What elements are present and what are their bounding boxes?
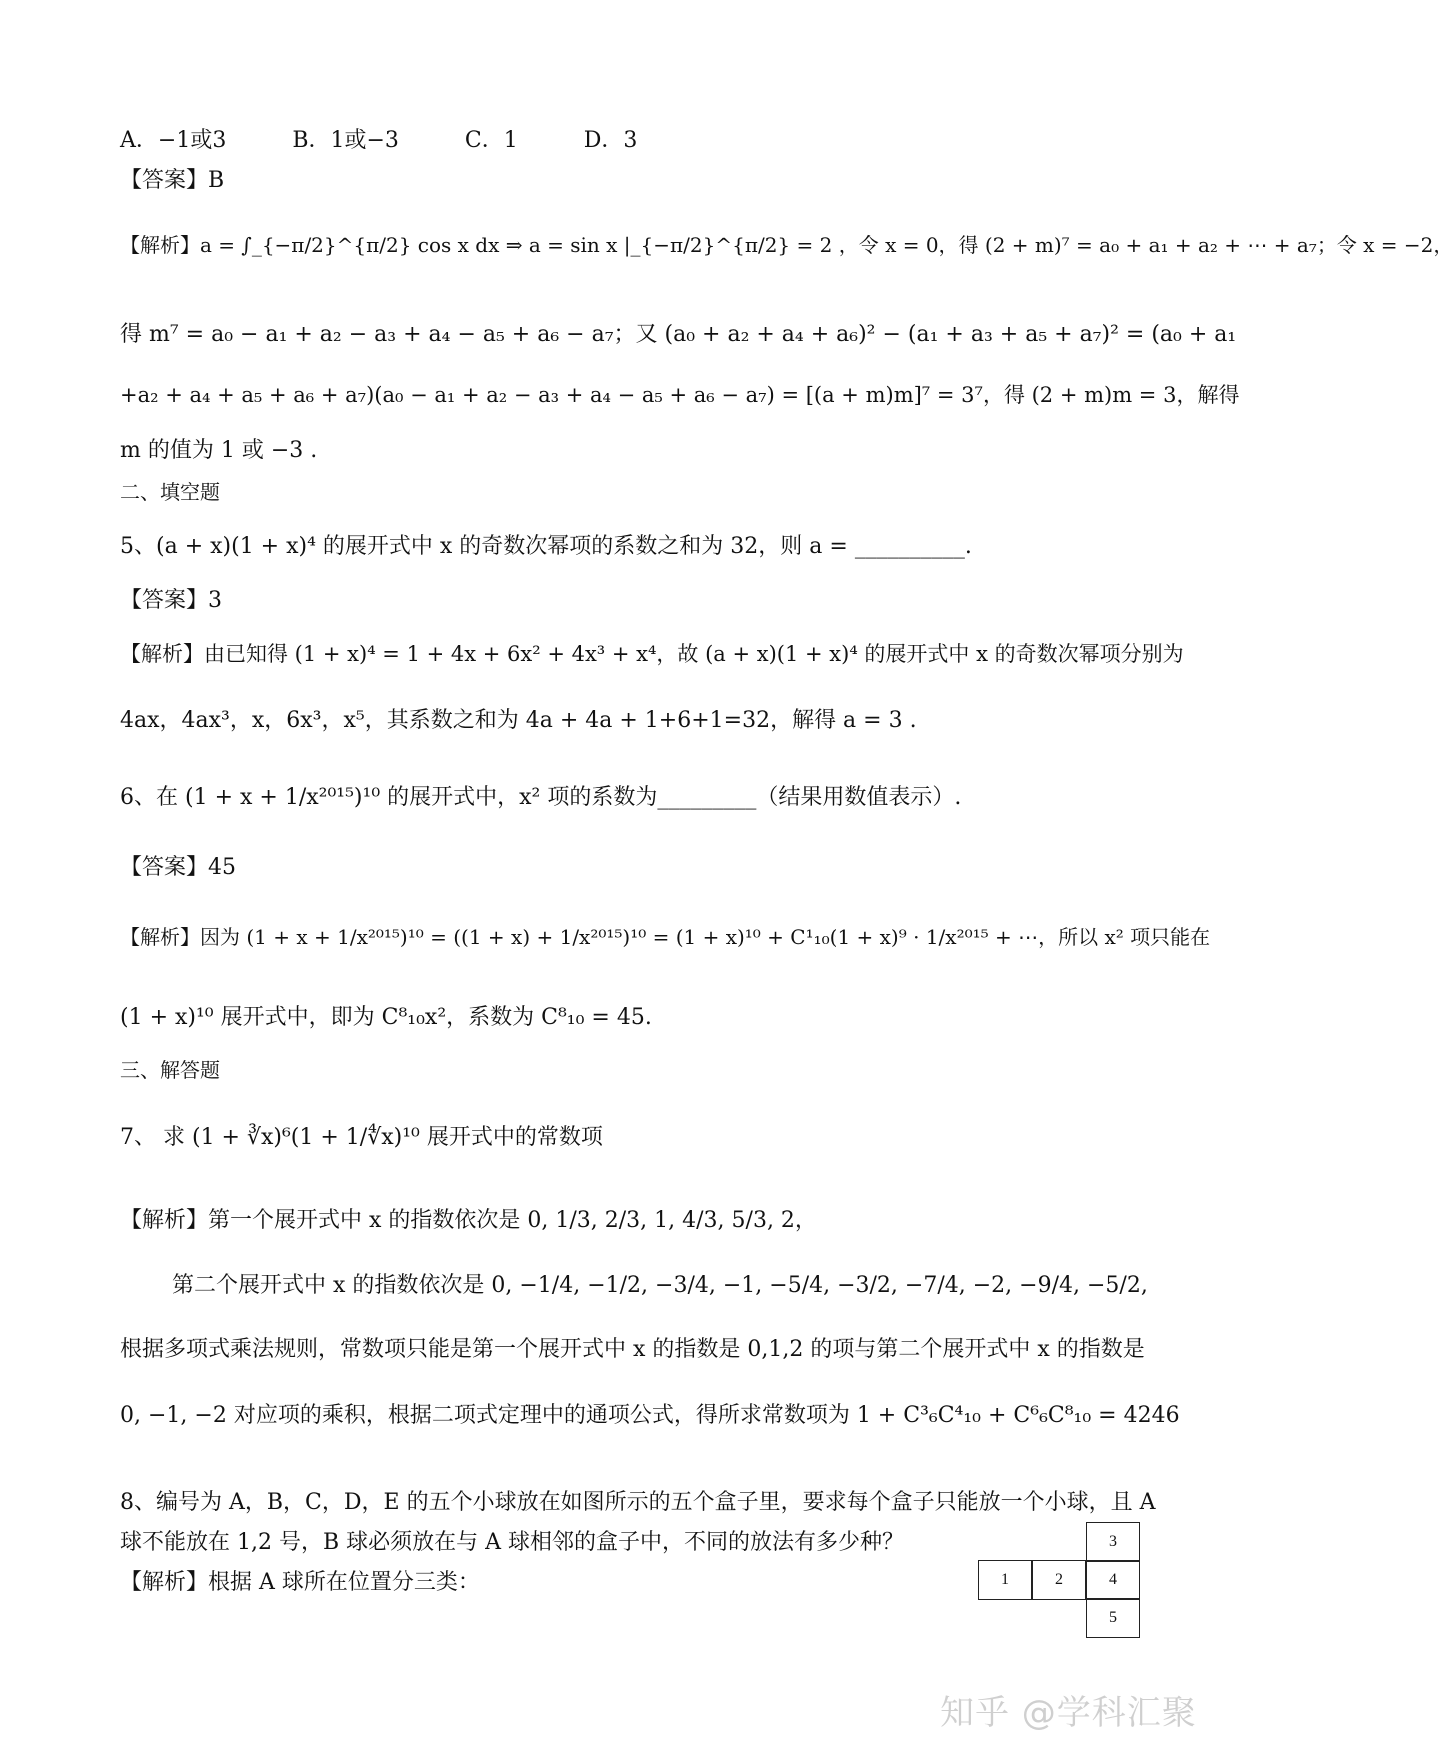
section-fill-blank: 二、填空题 <box>120 480 220 504</box>
box-4: 4 <box>1086 1560 1140 1600</box>
box-2: 2 <box>1032 1560 1086 1600</box>
q8-question-line-2: 球不能放在 1,2 号，B 球必须放在与 A 球相邻的盒子中，不同的放法有多少种？ <box>120 1530 905 1555</box>
q4-solution-line-1: 【解析】a = ∫_{−π/2}^{π/2} cos x dx ⇒ a = sin x |_{−π/2}^{π/2} = 2 ，令 x = 0，得 (2 + m)⁷ = a₀ + a₁ + a₂ + ⋯ + a₇；令 x = −2， <box>120 233 1453 257</box>
q6-solution-line-2: (1 + x)¹⁰ 展开式中，即为 C⁸₁₀x²，系数为 C⁸₁₀ = 45. <box>120 1005 652 1030</box>
q6-answer: 【答案】45 <box>120 855 236 880</box>
q7-solution-line-2: 第二个展开式中 x 的指数依次是 0, −1/4, −1/2, −3/4, −1, −5/4, −3/2, −7/4, −2, −9/4, −5/2, <box>172 1273 1148 1298</box>
box-3: 3 <box>1086 1522 1140 1562</box>
q8-solution-line-1: 【解析】根据 A 球所在位置分三类： <box>120 1570 480 1595</box>
q7-solution-line-3: 根据多项式乘法规则，常数项只能是第一个展开式中 x 的指数是 0,1,2 的项与第二个展开式中 x 的指数是 <box>120 1337 1145 1362</box>
q7-solution-line-1: 【解析】第一个展开式中 x 的指数依次是 0, 1/3, 2/3, 1, 4/3, 5/3, 2， <box>120 1208 817 1233</box>
q7-question: 7、 求 (1 + ∛x)⁶(1 + 1/∜x)¹⁰ 展开式中的常数项 <box>120 1125 603 1150</box>
q4-options: A．−1或3 B．1或−3 C．1 D．3 <box>120 128 638 153</box>
q6-solution-line-1: 【解析】因为 (1 + x + 1/x²⁰¹⁵)¹⁰ = ((1 + x) + 1/x²⁰¹⁵)¹⁰ = (1 + x)¹⁰ + C¹₁₀(1 + x)⁹ · 1/x²⁰¹⁵ + ⋯，所以 x² 项只能在 <box>120 925 1211 949</box>
q8-question-line-1: 8、编号为 A，B，C，D，E 的五个小球放在如图所示的五个盒子里，要求每个盒子只能放一个小球，且 A <box>120 1490 1156 1515</box>
section-solve: 三、解答题 <box>120 1058 220 1082</box>
q6-question: 6、在 (1 + x + 1/x²⁰¹⁵)¹⁰ 的展开式中，x² 项的系数为_________（结果用数值表示）. <box>120 785 962 810</box>
q5-answer: 【答案】3 <box>120 588 222 613</box>
q7-solution-line-4: 0, −1, −2 对应项的乘积，根据二项式定理中的通项公式，得所求常数项为 1 + C³₆C⁴₁₀ + C⁶₆C⁸₁₀ = 4246 <box>120 1403 1180 1428</box>
box-5: 5 <box>1086 1598 1140 1638</box>
q5-question: 5、(a + x)(1 + x)⁴ 的展开式中 x 的奇数次幂项的系数之和为 32，则 a = __________. <box>120 534 972 559</box>
box-1: 1 <box>978 1560 1032 1600</box>
watermark: 知乎 @学科汇聚 <box>940 1693 1197 1733</box>
q4-solution-line-2: 得 m⁷ = a₀ − a₁ + a₂ − a₃ + a₄ − a₅ + a₆ − a₇；又 (a₀ + a₂ + a₄ + a₆)² − (a₁ + a₃ + a₅ + a₇)² = (a₀ + a₁ <box>120 322 1237 347</box>
q5-solution-line-1: 【解析】由已知得 (1 + x)⁴ = 1 + 4x + 6x² + 4x³ + x⁴，故 (a + x)(1 + x)⁴ 的展开式中 x 的奇数次幂项分别为 <box>120 642 1184 666</box>
q4-answer: 【答案】B <box>120 168 225 193</box>
q5-solution-line-2: 4ax，4ax³，x，6x³，x⁵，其系数之和为 4a + 4a + 1+6+1=32，解得 a = 3 . <box>120 708 917 733</box>
q4-solution-line-3: +a₂ + a₄ + a₅ + a₆ + a₇)(a₀ − a₁ + a₂ − a₃ + a₄ − a₅ + a₆ − a₇) = [(a + m)m]⁷ = 3⁷，得 (2 + m)m = 3，解得 <box>120 383 1240 407</box>
q4-solution-line-4: m 的值为 1 或 −3 . <box>120 438 318 463</box>
